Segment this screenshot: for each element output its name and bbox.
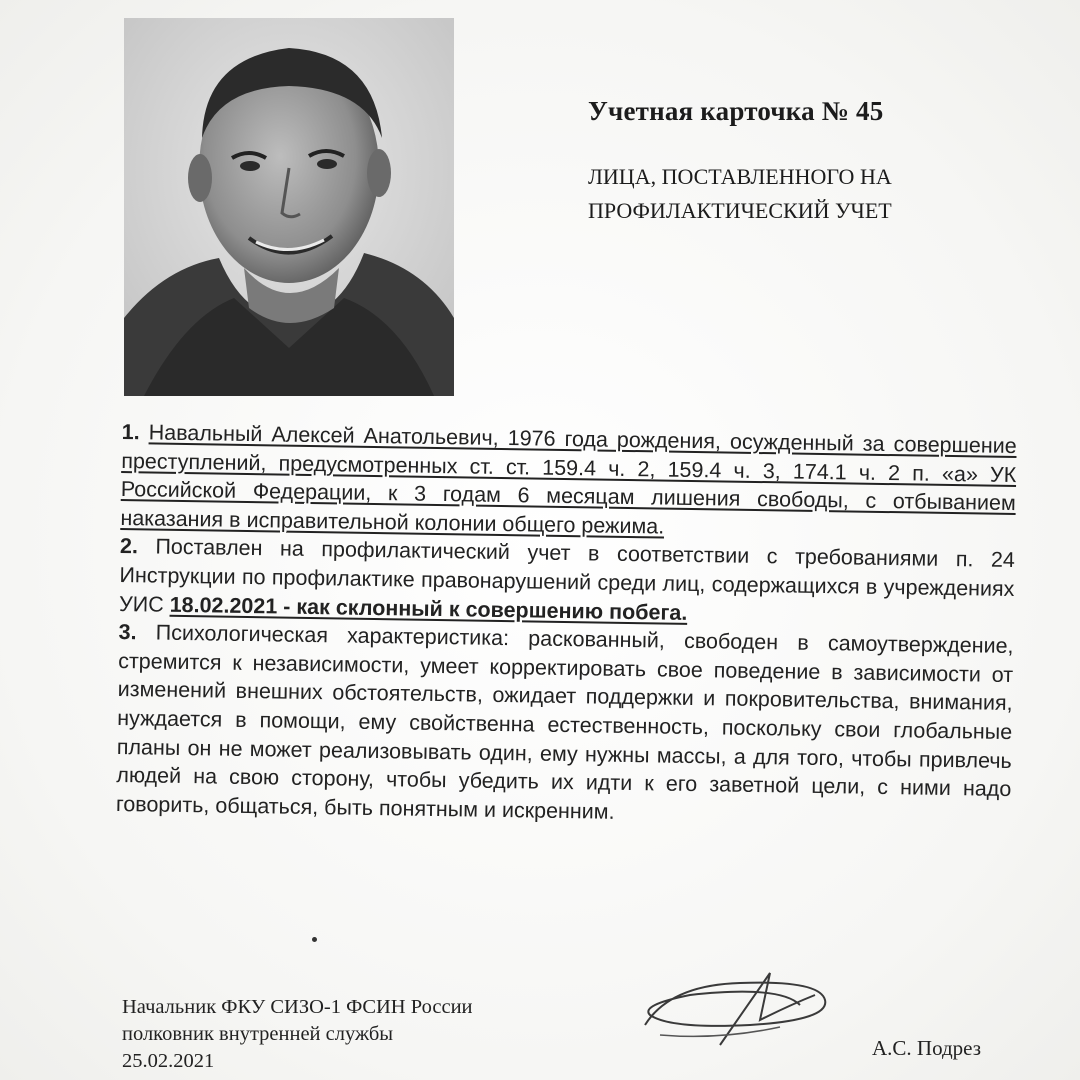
signer-name: А.С. Подрез [872,1036,982,1060]
person-photo-drawing [124,18,454,396]
signatory-rank: полковник внутренней службы [122,1023,394,1045]
section-1-text: Навальный Алексей Анатольевич, 1976 года рождения, осужденный за совершение преступлений, предусмотренных ст. ст. 159.4 ч. 2, 159.4 ч. 3, 174.1 ч. 2 п. «а» УК Российской Федерации, к 3 годам 6 месяцам лишения свободы, с отбыванием наказания в исправительной колонии общего режима. [120,420,1017,539]
card-subtitle-line1: ЛИЦА, ПОСТАВЛЕННОГО НА [588,164,892,189]
section-2 [119,532,1015,632]
card-subtitle [588,160,988,228]
section-3-text: Психологическая характеристика: раскованный, свободен в самоутверждение, стремится к независимости, умеет корректировать свое поведение в зависимости от изменений внешних обстоятельств, ожидает поддержки и покровительства, внимания, нуждается в помощи, ему свойственна естественность, поскольку свои глобальные планы он не может реализовывать один, ему нужны массы, а для того, чтобы привлечь людей на свою сторону, чтобы убедить их идти к его заветной цели, с ними надо говорить, общаться, быть понятным и искренним. [115,620,1014,824]
signatory-position: Начальник ФКУ СИЗО-1 ФСИН России [122,996,473,1018]
section-1 [120,418,1017,546]
card-title: Учетная карточка № 45 [588,96,884,126]
card-body [116,418,1017,832]
handwritten-signature [630,965,840,1060]
section-2-number: 2. [119,534,139,559]
section-2-text: Поставлен на профилактический учет в соответствии с требованиями п. 24 Инструкции по профилактике правонарушений среди лиц, содержащихся в учреждениях УИС [118,534,1016,617]
scan-speck [312,937,317,942]
section-3 [116,618,1014,832]
section-2-emphasis: 18.02.2021 - как склонный к совершению побега. [169,592,688,625]
section-3-number: 3. [118,620,137,645]
section-1-number: 1. [121,419,140,445]
person-photo [124,18,454,396]
signature-date: 25.02.2021 [122,1050,215,1072]
signatory-block [122,994,473,1075]
card-subtitle-line2: ПРОФИЛАКТИЧЕСКИЙ УЧЕТ [588,198,892,223]
